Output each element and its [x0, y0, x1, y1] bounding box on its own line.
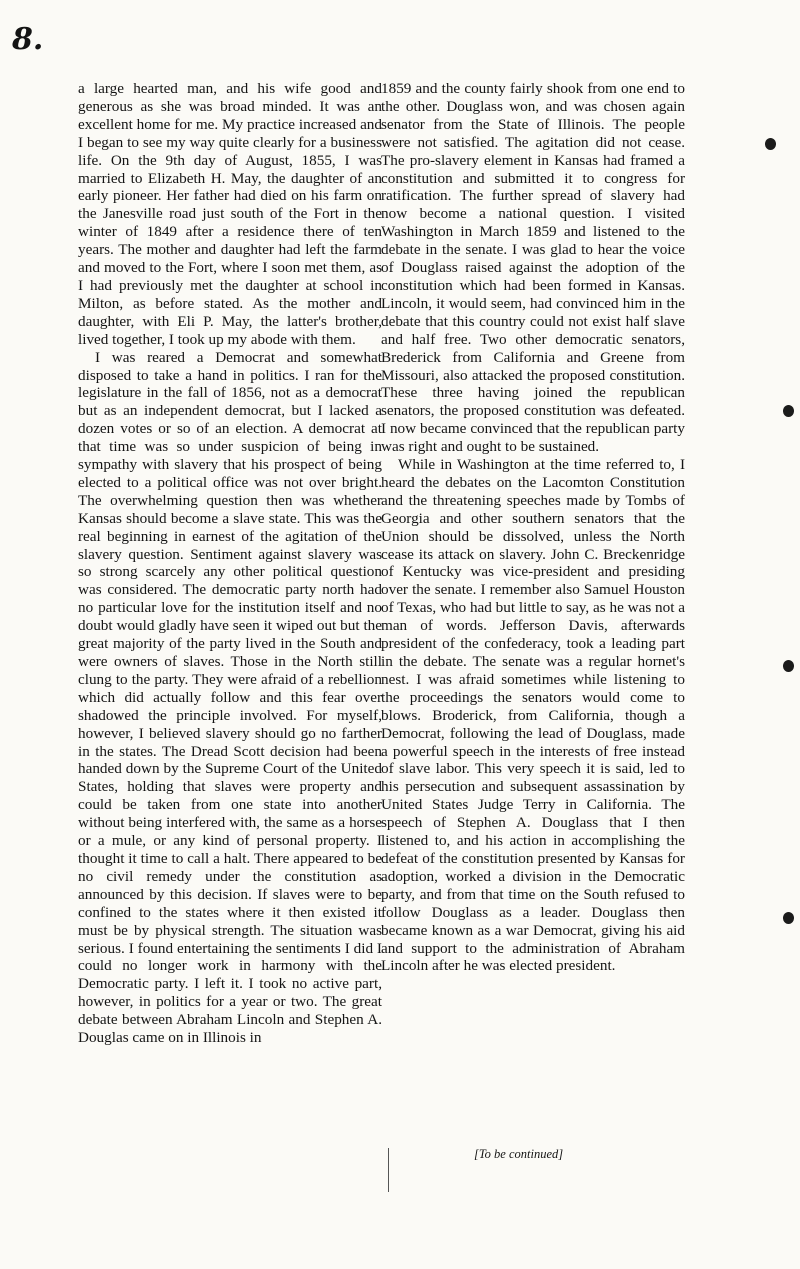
continued-note: [To be continued] [474, 1147, 564, 1161]
right-column [381, 80, 685, 975]
column-rule [388, 1148, 389, 1192]
binding-hole-mark [783, 912, 794, 924]
paragraph-right-1: 1859 and the county fairly shook from one end to the other. Douglass won, and was chosen again senator from the State of Illinois. The people were not satisfied. The agitation did not cease. The pro-slavery element in Kansas had framed a constitution and submitted it to congress for ratification. The further spread of slavery had now become a national question. I visited Washington in March 1859 and listened to the debate in the senate. I was glad to hear the voice of Douglass raised against the adoption of the constitution which had been formed in Kansas. Lincoln, it would seem, had convinced him in the debate that this country could not exist half slave and half free. Two other democratic senators, Brederick from California and Greene from Missouri, also attacked the proposed constitution. These three having joined the republican senators, the proposed constitution was defeated. I now became convinced that the republican party was right and ought to be sustained. [381, 80, 685, 456]
binding-hole-mark [783, 405, 794, 417]
page-number: 8. [12, 22, 44, 57]
binding-hole-mark [765, 138, 776, 150]
paragraph-right-2: While in Washington at the time referred to, I heard the debates on the Lacomton Constitution and the threatening speeches made by Tombs of Georgia and other southern senators that the Union should be dissolved, unless the North cease its attack on slavery. John C. Breckenridge of Kentucky was vice-president and presiding over the senate. I remember also Samuel Houston of Texas, who had but little to say, as he was not a man of words. Jefferson Davis, afterwards president of the confederacy, took a leading part in the debate. The senate was a regular hornet's nest. I was afraid sometimes while listening to the proceedings the senators would come to blows. Broderick, from California, though a Democrat, following the lead of Douglass, made a powerful speech in the interests of free instead of slave labor. This very speech it is said, led to his persecution and subsequent assassination by United States Judge Terry in California. The speech of Stephen A. Douglass that I then listened to, and his action in accomplishing the defeat of the constitution presented by Kansas for adoption, worked a division in the Democratic party, and from that time on the South refused to follow Douglass as a leader. Douglass then became known as a war Democrat, giving his aid and support to the administration of Abraham Lincoln after he was elected president. [381, 456, 685, 975]
binding-hole-mark [783, 660, 794, 672]
paragraph-left-2: I was reared a Democrat and somewhat disposed to take a hand in politics. I ran for the legislature in the fall of 1856, not as a democrat but as an independent democrat, but I lacked a dozen votes or so of an election. A democrat at that time was so under suspicion of being in sympathy with slavery that his prospect of being elected to a political office was not over bright. The overwhelming question then was whether Kansas should become a slave state. This was the real beginning in earnest of the agitation of the slavery question. Sentiment against slavery was so strong scarcely any other political question was considered. The democratic party north had no particular love for the institution itself and no doubt would gladly have seen it wiped out but the great majority of the party lived in the South and were owners of slaves. Those in the North still clung to the party. They were afraid of a rebellion which did actually follow and this fear over shadowed the principle involved. For myself, however, I believed slavery should go no farther in the states. The Dread Scott decision had been handed down by the Supreme Court of the United States, holding that slaves were property and could be taken from one state into another without being interfered with, the same as a horse or a mule, or any kind of personal property. I thought it time to call a halt. There appeared to be no civil remedy under the constitution as announced by this decision. If slaves were to be confined to the states where it then existed it must be by physical strength. The situation was serious. I found entertaining the sentiments I did I could no longer work in harmony with the Democratic party. I left it. I took no active part, however, in politics for a year or two. The great debate between Abraham Lincoln and Stephen A. Douglas came on in Illinois in [78, 348, 382, 1047]
paragraph-left-1: a large hearted man, and his wife good and generous as she was broad minded. It was an excellent home for me. My practice increased and I began to see my way quite clearly for a business life. On the 9th day of August, 1855, I was married to Elizabeth H. May, the daughter of an early pioneer. Her father had died on his farm on the Janesville road just south of the Fort in the winter of 1849 after a residence there of ten years. The mother and daughter had left the farm and moved to the Fort, where I soon met them, as I had previously met the daughter at school in Milton, as before stated. As the mother and daughter, with Eli P. May, the latter's brother, lived together, I took up my abode with them. [78, 80, 382, 348]
left-column [78, 80, 382, 1047]
